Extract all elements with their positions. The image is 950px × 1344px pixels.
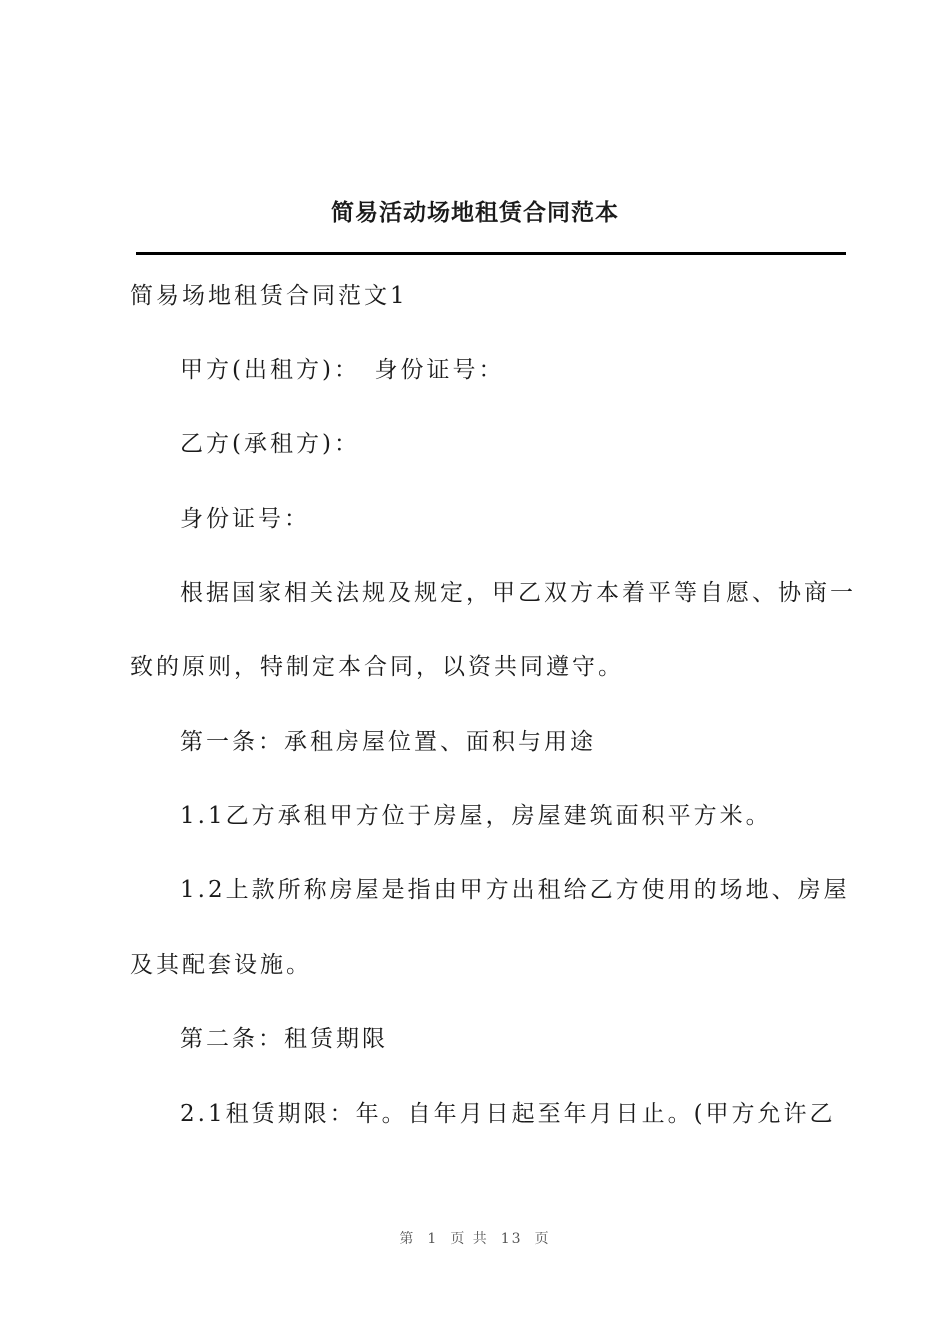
document-title: 简易活动场地租赁合同范本 — [331, 199, 619, 226]
footer-current-page: 1 — [427, 1231, 439, 1247]
footer-suffix: 页 — [534, 1231, 551, 1247]
paragraph-line: 乙方(承租方)： — [180, 431, 360, 457]
paragraph-line: 根据国家相关法规及规定，甲乙双方本着平等自愿、协商一 — [180, 580, 856, 606]
paragraph-line: 甲方(出租方)： 身份证号： — [180, 357, 505, 383]
title-divider — [136, 252, 846, 255]
article-heading: 第一条：承租房屋位置、面积与用途 — [180, 729, 596, 755]
paragraph-line: 1.2上款所称房屋是指由甲方出租给乙方使用的场地、房屋 — [180, 877, 850, 903]
footer-middle: 页 共 — [450, 1231, 489, 1247]
section-heading: 简易场地租赁合同范文1 — [130, 283, 408, 309]
page-footer — [0, 1229, 950, 1249]
paragraph-line: 身份证号： — [180, 506, 310, 532]
paragraph-line: 1.1乙方承租甲方位于房屋，房屋建筑面积平方米。 — [180, 803, 772, 829]
footer-prefix: 第 — [399, 1231, 416, 1247]
paragraph-line: 及其配套设施。 — [130, 952, 312, 978]
paragraph-line: 致的原则，特制定本合同，以资共同遵守。 — [130, 654, 624, 680]
paragraph-line: 2.1租赁期限：年。自年月日起至年月日止。(甲方允许乙 — [180, 1101, 836, 1127]
article-heading: 第二条：租赁期限 — [180, 1026, 388, 1052]
footer-total-pages: 13 — [500, 1231, 523, 1247]
